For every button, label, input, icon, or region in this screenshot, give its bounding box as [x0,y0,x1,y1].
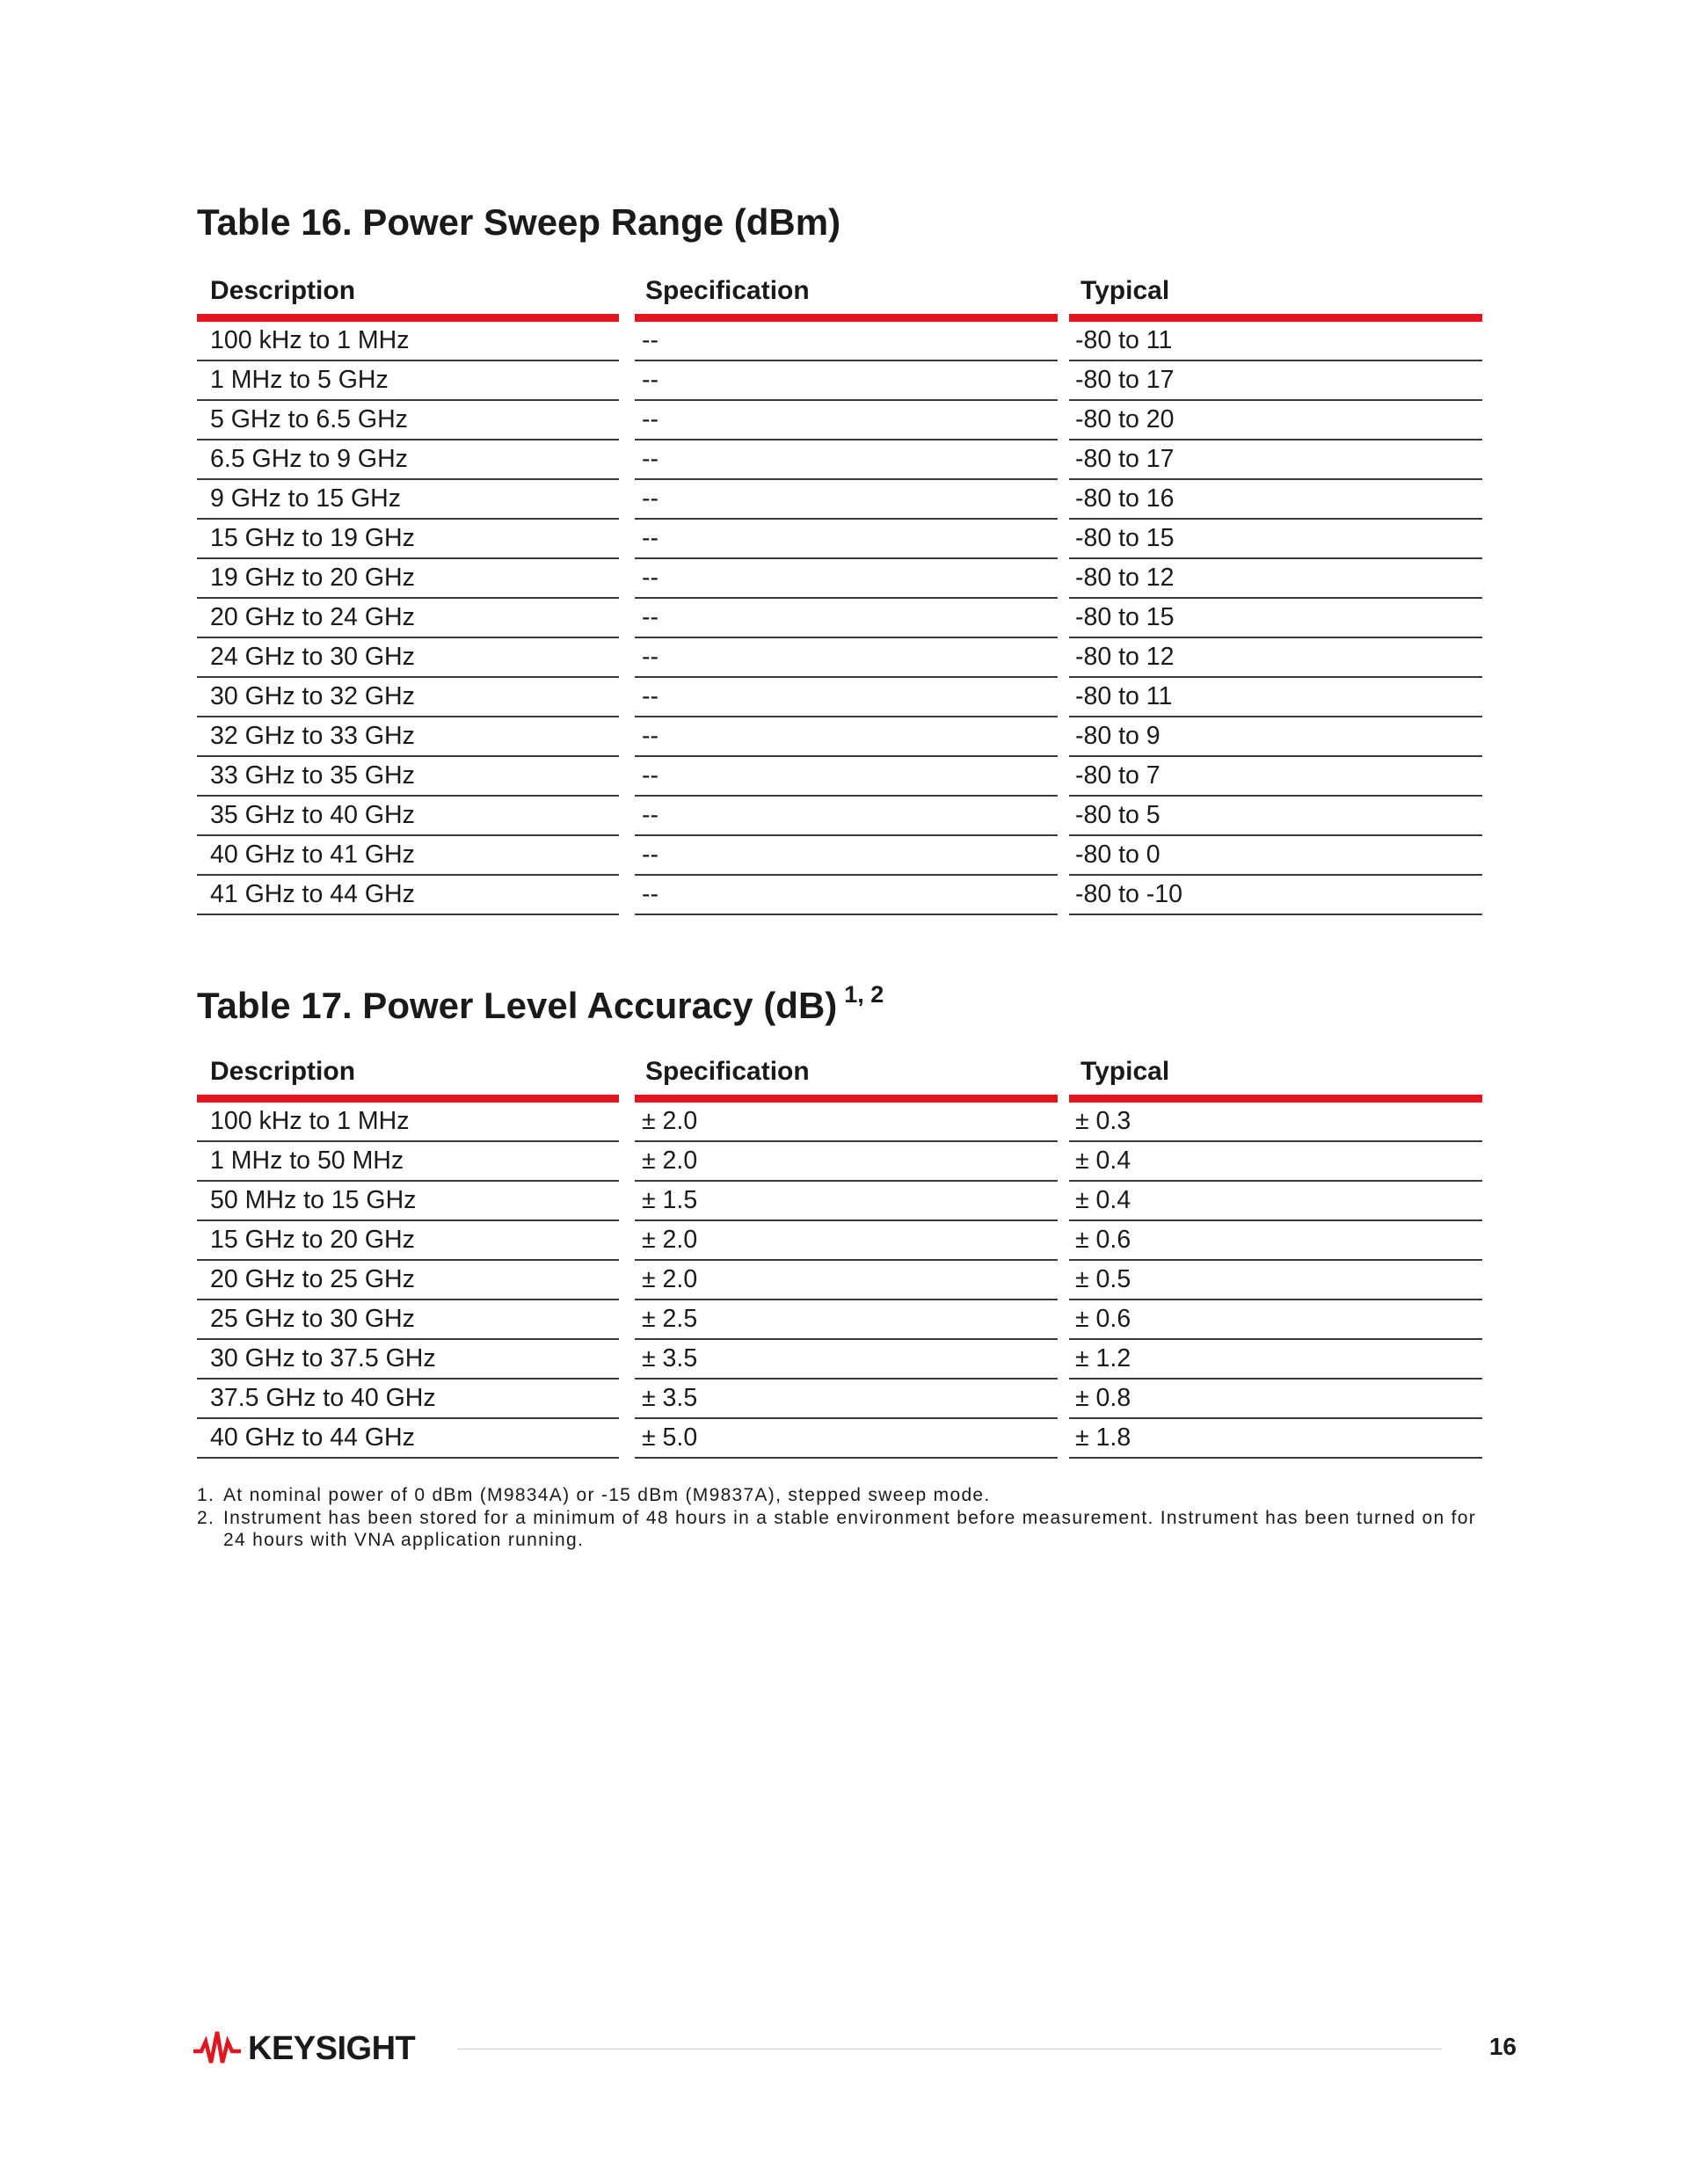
table-row [197,322,1482,361]
footnote-2 [197,1507,1498,1552]
specification-cell: ± 2.0 [635,1103,1058,1142]
typical-cell: -80 to 16 [1069,480,1482,520]
typical-cell: ± 1.2 [1069,1340,1482,1380]
description-cell: 9 GHz to 15 GHz [197,480,619,520]
footnote-1-text: At nominal power of 0 dBm (M9834A) or -15 dBm (M9837A), stepped sweep mode. [223,1485,991,1505]
table-row [197,1419,1482,1459]
description-cell: 30 GHz to 37.5 GHz [197,1340,619,1380]
table16-title-text: Table 16. Power Sweep Range (dBm) [197,201,841,243]
table-row [197,520,1482,559]
typical-cell: ± 0.3 [1069,1103,1482,1142]
description-cell: 15 GHz to 20 GHz [197,1221,619,1261]
description-cell: 25 GHz to 30 GHz [197,1300,619,1340]
specification-cell: -- [635,757,1058,797]
table16-body [197,322,1482,915]
typical-cell: -80 to 12 [1069,638,1482,678]
typical-cell: ± 0.6 [1069,1300,1482,1340]
specification-cell: ± 3.5 [635,1340,1058,1380]
specification-cell: -- [635,638,1058,678]
footnote-2-number: 2. [197,1507,215,1528]
table17-header-specification: Specification [635,1053,1058,1103]
table17-title [197,983,884,1024]
specification-cell: -- [635,361,1058,401]
typical-cell: ± 0.5 [1069,1261,1482,1300]
specification-cell: -- [635,599,1058,638]
table-row [197,876,1482,915]
specification-cell: -- [635,836,1058,876]
footnote-1 [197,1484,1498,1507]
description-cell: 6.5 GHz to 9 GHz [197,440,619,480]
description-cell: 5 GHz to 6.5 GHz [197,401,619,440]
table-row [197,440,1482,480]
typical-cell: -80 to 0 [1069,836,1482,876]
table-row [197,1261,1482,1300]
description-cell: 100 kHz to 1 MHz [197,1103,619,1142]
table17-body [197,1103,1482,1459]
table16-header-row [197,273,1482,322]
table-row [197,836,1482,876]
table-row [197,1182,1482,1221]
specification-cell: -- [635,440,1058,480]
typical-cell: ± 0.4 [1069,1182,1482,1221]
table16-header-specification: Specification [635,273,1058,322]
table-row [197,480,1482,520]
specification-cell: ± 5.0 [635,1419,1058,1459]
table-row [197,1103,1482,1142]
typical-cell: -80 to 12 [1069,559,1482,599]
footnotes [197,1484,1498,1552]
specification-cell: ± 2.0 [635,1142,1058,1182]
table17-header-typical: Typical [1069,1053,1482,1103]
table17-header-description: Description [197,1053,619,1103]
specification-cell: -- [635,797,1058,836]
description-cell: 1 MHz to 5 GHz [197,361,619,401]
description-cell: 33 GHz to 35 GHz [197,757,619,797]
specification-cell: ± 2.0 [635,1221,1058,1261]
table-row [197,1221,1482,1261]
description-cell: 100 kHz to 1 MHz [197,322,619,361]
description-cell: 40 GHz to 44 GHz [197,1419,619,1459]
table-row [197,1142,1482,1182]
description-cell: 1 MHz to 50 MHz [197,1142,619,1182]
table-row [197,559,1482,599]
description-cell: 32 GHz to 33 GHz [197,717,619,757]
table-row [197,638,1482,678]
table16 [197,273,1482,915]
table-row [197,678,1482,717]
table17-title-text: Table 17. Power Level Accuracy (dB) [197,985,838,1026]
page-number: 16 [1488,2033,1517,2060]
footnote-1-number: 1. [197,1485,215,1505]
description-cell: 40 GHz to 41 GHz [197,836,619,876]
description-cell: 30 GHz to 32 GHz [197,678,619,717]
specification-cell: ± 2.5 [635,1300,1058,1340]
specification-cell: -- [635,401,1058,440]
table17-footnote-refs: 1, 2 [844,981,884,1008]
table-row [197,757,1482,797]
table-row [197,797,1482,836]
table16-header-description: Description [197,273,619,322]
description-cell: 35 GHz to 40 GHz [197,797,619,836]
table-row [197,361,1482,401]
description-cell: 20 GHz to 25 GHz [197,1261,619,1300]
description-cell: 24 GHz to 30 GHz [197,638,619,678]
keysight-logo [192,2027,415,2070]
typical-cell: -80 to 11 [1069,322,1482,361]
brand-name: KEYSIGHT [248,2029,416,2067]
specification-cell: ± 3.5 [635,1380,1058,1419]
table-row [197,717,1482,757]
typical-cell: ± 0.4 [1069,1142,1482,1182]
typical-cell: ± 0.6 [1069,1221,1482,1261]
table-row [197,1380,1482,1419]
typical-cell: -80 to 15 [1069,599,1482,638]
typical-cell: -80 to 17 [1069,440,1482,480]
table16-title [197,201,841,243]
typical-cell: -80 to 7 [1069,757,1482,797]
typical-cell: -80 to 11 [1069,678,1482,717]
typical-cell: -80 to -10 [1069,876,1482,915]
description-cell: 15 GHz to 19 GHz [197,520,619,559]
specification-cell: -- [635,559,1058,599]
typical-cell: -80 to 20 [1069,401,1482,440]
specification-cell: ± 2.0 [635,1261,1058,1300]
specification-cell: -- [635,520,1058,559]
description-cell: 37.5 GHz to 40 GHz [197,1380,619,1419]
typical-cell: ± 0.8 [1069,1380,1482,1419]
footnote-2-text: Instrument has been stored for a minimum of 48 hours in a stable environment before measurement. Instrument has been turned on for 24 hours with VNA application running. [223,1507,1477,1550]
description-cell: 19 GHz to 20 GHz [197,559,619,599]
table-row [197,599,1482,638]
table17 [197,1053,1482,1459]
table17-header-row [197,1053,1482,1103]
description-cell: 50 MHz to 15 GHz [197,1182,619,1221]
table-row [197,1340,1482,1380]
specification-cell: ± 1.5 [635,1182,1058,1221]
specification-cell: -- [635,678,1058,717]
table-row [197,1300,1482,1340]
typical-cell: -80 to 15 [1069,520,1482,559]
typical-cell: ± 1.8 [1069,1419,1482,1459]
keysight-wave-icon [192,2029,246,2068]
description-cell: 41 GHz to 44 GHz [197,876,619,915]
typical-cell: -80 to 9 [1069,717,1482,757]
typical-cell: -80 to 17 [1069,361,1482,401]
specification-cell: -- [635,480,1058,520]
table16-header-typical: Typical [1069,273,1482,322]
specification-cell: -- [635,322,1058,361]
specification-cell: -- [635,717,1058,757]
specification-cell: -- [635,876,1058,915]
table-row [197,401,1482,440]
typical-cell: -80 to 5 [1069,797,1482,836]
description-cell: 20 GHz to 24 GHz [197,599,619,638]
